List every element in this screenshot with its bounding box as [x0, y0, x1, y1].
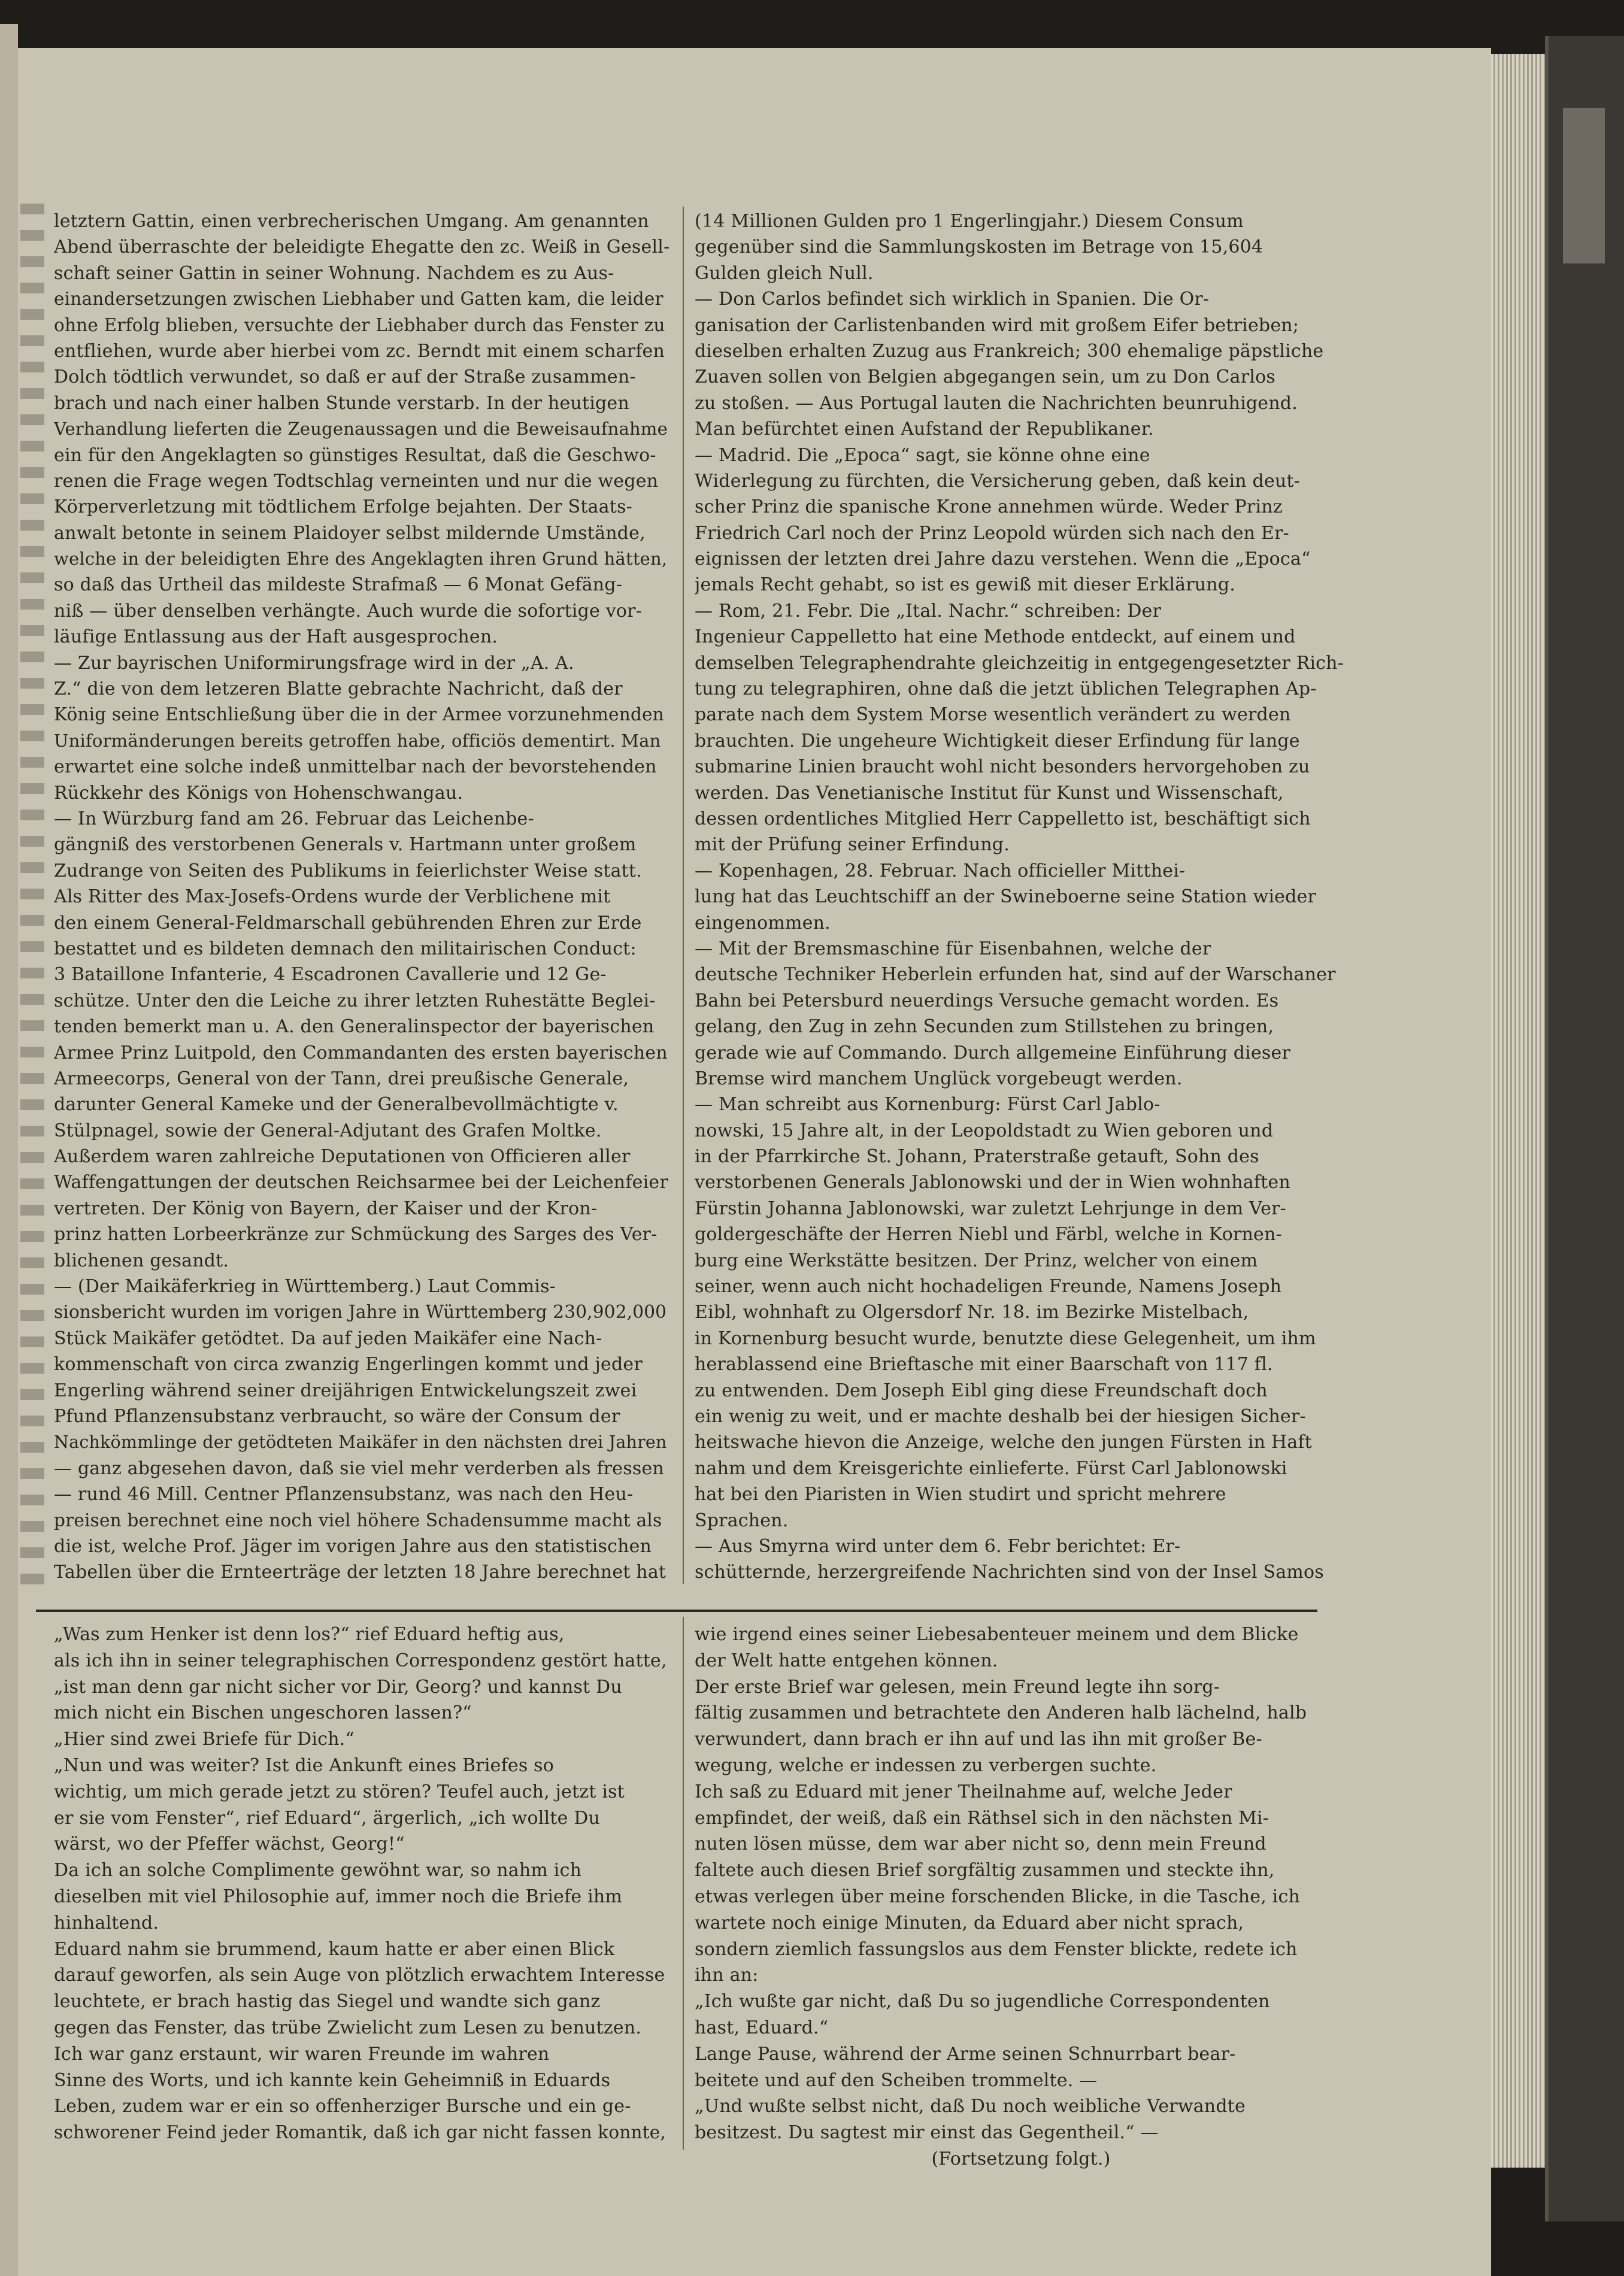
text-line: — Mit der Bremsmaschine für Eisenbahnen, welche der: [695, 938, 1211, 959]
text-line: — Rom, 21. Febr. Die „Ital. Nachr.“ schreiben: Der: [695, 600, 1162, 622]
feuilleton-right-column: [695, 1622, 1347, 2172]
text-line: Sinne des Worts, und ich kannte kein Geheimniß in Eduards: [54, 2069, 611, 2091]
text-line: heitswache hievon die Anzeige, welche den jungen Fürsten in Haft: [695, 1432, 1312, 1453]
adjacent-page-text: [20, 204, 44, 1593]
text-line: als ich ihn in seiner telegraphischen Correspondenz gestört hatte,: [54, 1650, 667, 1671]
text-line: mich nicht ein Bischen ungeschoren lassen?“: [54, 1702, 472, 1724]
text-line: den einem General-Feldmarschall gebührenden Ehren zur Erde: [54, 912, 642, 934]
text-line: Nachkömmlinge der getödteten Maikäfer in den nächsten drei Jahren: [54, 1432, 667, 1453]
text-line: mit der Prüfung seiner Erfindung.: [695, 834, 1010, 856]
text-line: — Madrid. Die „Epoca“ sagt, sie könne ohne eine: [695, 444, 1150, 466]
text-line: hast, Eduard.“: [695, 2017, 829, 2038]
text-line: Außerdem waren zahlreiche Deputationen von Officieren aller: [54, 1146, 631, 1168]
text-line: Stück Maikäfer getödtet. Da auf jeden Maikäfer eine Nach-: [54, 1328, 602, 1349]
text-line: dieselben erhalten Zuzug aus Frankreich; 300 ehemalige päpstliche: [695, 340, 1324, 362]
text-line: Eduard nahm sie brummend, kaum hatte er aber einen Blick: [54, 1938, 615, 1960]
text-line: Zuaven sollen von Belgien abgegangen sein, um zu Don Carlos: [695, 366, 1275, 388]
text-line: Man befürchtet einen Aufstand der Republikaner.: [695, 419, 1154, 440]
text-line: demselben Telegraphendrahte gleichzeitig in entgegengesetzter Rich-: [695, 652, 1344, 674]
text-line: einandersetzungen zwischen Liebhaber und Gatten kam, die leider: [54, 289, 663, 310]
left-page-edge: [0, 24, 18, 2276]
text-line: eingenommen.: [695, 912, 831, 934]
text-line: nowski, 15 Jahre alt, in der Leopoldstadt zu Wien geboren und: [695, 1120, 1274, 1141]
text-line: Abend überraschte der beleidigte Ehegatte den zc. Weiß in Gesell-: [54, 237, 670, 258]
text-line: nuten lösen müsse, dem war aber nicht so, denn mein Freund: [695, 1833, 1267, 1855]
text-line: empfindet, der weiß, daß ein Räthsel sich in den nächsten Mi-: [695, 1807, 1269, 1829]
text-line: läufige Entlassung aus der Haft ausgesprochen.: [54, 626, 498, 648]
text-line: anwalt betonte in seinem Plaidoyer selbst mildernde Umstände,: [54, 522, 646, 544]
text-line: ohne Erfolg blieben, versuchte der Liebhaber durch das Fenster zu: [54, 314, 665, 335]
text-line: burg eine Werkstätte besitzen. Der Prinz, welcher von einem: [695, 1250, 1258, 1271]
text-line: darunter General Kameke und der Generalbevollmächtigte v.: [54, 1094, 619, 1116]
text-line: leuchtete, er brach hastig das Siegel und wandte sich ganz: [54, 1991, 601, 2013]
text-line: Ich war ganz erstaunt, wir waren Freunde im wahren: [54, 2043, 550, 2065]
text-line: Friedrich Carl noch der Prinz Leopold würden sich nach den Er-: [695, 522, 1289, 544]
news-left-column: [54, 208, 671, 1586]
page-stack-edge: [1491, 54, 1545, 2168]
text-line: die ist, welche Prof. Jäger im vorigen Jahre aus den statistischen: [54, 1535, 652, 1557]
text-line: König seine Entschließung über die in der Armee vorzunehmenden: [54, 704, 664, 725]
text-line: 3 Bataillone Infanterie, 4 Escadronen Cavallerie und 12 Ge-: [54, 964, 607, 986]
text-line: tenden bemerkt man u. A. den Generalinspector der bayerischen: [54, 1016, 655, 1038]
column-divider: [683, 207, 684, 1584]
text-line: in Kornenburg besucht wurde, benutzte diese Gelegenheit, um ihm: [695, 1328, 1316, 1349]
text-line: gelang, den Zug in zehn Secunden zum Stillstehen zu bringen,: [695, 1016, 1274, 1038]
text-line: seiner, wenn auch nicht hochadeligen Freunde, Namens Joseph: [695, 1276, 1282, 1298]
text-line: ein wenig zu weit, und er machte deshalb bei der hiesigen Sicher-: [695, 1405, 1306, 1427]
text-line: Bahn bei Petersburd neuerdings Versuche gemacht worden. Es: [695, 990, 1279, 1011]
text-line: Leben, zudem war er ein so offenherziger Bursche und ein ge-: [54, 2096, 631, 2117]
text-line: deutsche Techniker Heberlein erfunden hat, sind auf der Warschaner: [695, 964, 1336, 986]
text-line: „Ich wußte gar nicht, daß Du so jugendliche Correspondenten: [695, 1991, 1270, 2013]
text-line: Körperverletzung mit tödtlichem Erfolge bejahten. Der Staats-: [54, 496, 633, 518]
text-line: hinhaltend.: [54, 1912, 159, 1933]
text-line: sondern ziemlich fassungslos aus dem Fenster blickte, redete ich: [695, 1938, 1298, 1960]
text-line: Waffengattungen der deutschen Reichsarmee bei der Leichenfeier: [54, 1172, 668, 1193]
text-line: nahm und dem Kreisgerichte einlieferte. Fürst Carl Jablonowski: [695, 1457, 1287, 1479]
text-line: gerade wie auf Commando. Durch allgemeine Einführung dieser: [695, 1042, 1290, 1063]
text-line: Der erste Brief war gelesen, mein Freund legte ihn sorg-: [695, 1676, 1220, 1698]
text-line: Fürstin Johanna Jablonowski, war zuletzt Lehrjunge in dem Ver-: [695, 1198, 1286, 1219]
text-line: herablassend eine Brieftasche mit einer Baarschaft von 117 fl.: [695, 1354, 1273, 1375]
text-line: Pfund Pflanzensubstanz verbraucht, so wäre der Consum der: [54, 1405, 620, 1427]
text-line: ganisation der Carlistenbanden wird mit großem Eifer betrieben;: [695, 314, 1299, 336]
book-cover: [1545, 36, 1624, 2222]
text-line: gegen das Fenster, das trübe Zwielicht zum Lesen zu benutzen.: [54, 2017, 642, 2038]
text-line: — (Der Maikäferkrieg in Württemberg.) Laut Commis-: [54, 1276, 556, 1298]
text-line: Z.“ die von dem letzeren Blatte gebrachte Nachricht, daß der: [54, 678, 623, 700]
text-line: wegung, welche er indessen zu verbergen suchte.: [695, 1754, 1157, 1776]
text-line: ein für den Angeklagten so günstiges Resultat, daß die Geschwo-: [54, 444, 656, 466]
text-line: Armeecorps, General von der Tann, drei preußische Generale,: [54, 1068, 629, 1089]
news-right-column: [695, 208, 1347, 1586]
text-line: Uniformänderungen bereits getroffen habe, officiös dementirt. Man: [54, 730, 661, 751]
text-line: Verhandlung lieferten die Zeugenaussagen und die Beweisaufnahme: [54, 419, 668, 440]
text-line: in der Pfarrkirche St. Johann, Praterstraße getauft, Sohn des: [695, 1146, 1259, 1168]
text-line: Eibl, wohnhaft zu Olgersdorf Nr. 18. im Bezirke Mistelbach,: [695, 1302, 1249, 1323]
text-line: brach und nach einer halben Stunde verstarb. In der heutigen: [54, 392, 629, 414]
text-line: wie irgend eines seiner Liebesabenteuer meinem und dem Blicke: [695, 1624, 1299, 1645]
text-line: „ist man denn gar nicht sicher vor Dir, Georg? und kannst Du: [54, 1676, 622, 1698]
text-line: — In Würzburg fand am 26. Februar das Leichenbe-: [54, 808, 534, 829]
text-line: wärst, wo der Pfeffer wächst, Georg!“: [54, 1833, 405, 1855]
text-line: werden. Das Venetianische Institut für Kunst und Wissenschaft,: [695, 782, 1284, 804]
text-line: erwartet eine solche indeß unmittelbar nach der bevorstehenden: [54, 756, 657, 778]
text-line: Ich saß zu Eduard mit jener Theilnahme auf, welche Jeder: [695, 1781, 1232, 1802]
spine-label: [1563, 108, 1605, 263]
text-line: goldergeschäfte der Herren Niebl und Färbl, welche in Kornen-: [695, 1224, 1282, 1245]
text-line: verstorbenen Generals Jablonowski und der in Wien wohnhaften: [695, 1172, 1290, 1193]
text-line: gegenüber sind die Sammlungskosten im Betrage von 15,604: [695, 237, 1264, 258]
text-line: Stülpnagel, sowie der General-Adjutant des Grafen Moltke.: [54, 1120, 602, 1141]
text-line: Dolch tödtlich verwundet, so daß er auf der Straße zusammen-: [54, 366, 636, 388]
text-line: wartete noch einige Minuten, da Eduard aber nicht sprach,: [695, 1912, 1244, 1933]
feuilleton-left-column: [54, 1622, 671, 2146]
text-line: Als Ritter des Max-Josefs-Ordens wurde der Verblichene mit: [54, 886, 611, 908]
text-line: schütze. Unter den die Leiche zu ihrer letzten Ruhestätte Beglei-: [54, 990, 656, 1011]
text-line: hat bei den Piaristen in Wien studirt und spricht mehrere: [695, 1484, 1226, 1505]
text-line: Widerlegung zu fürchten, die Versicherung geben, daß kein deut-: [695, 470, 1301, 492]
text-line: Rückkehr des Königs von Hohenschwangau.: [54, 782, 463, 804]
text-line: verwundert, dann brach er ihn auf und las ihn mit großer Be-: [695, 1729, 1262, 1750]
text-line: faltete auch diesen Brief sorgfältig zusammen und steckte ihn,: [695, 1860, 1275, 1881]
text-line: beitete und auf den Scheiben trommelte. —: [695, 2069, 1098, 2091]
text-line: der Welt hatte entgehen können.: [695, 1650, 998, 1671]
text-line: schaft seiner Gattin in seiner Wohnung. Nachdem es zu Aus-: [54, 262, 614, 284]
text-line: schworener Feind jeder Romantik, daß ich gar nicht fassen konnte,: [54, 2122, 666, 2143]
text-line: Zudrange von Seiten des Publikums in feierlichster Weise statt.: [54, 860, 642, 881]
text-line: „Hier sind zwei Briefe für Dich.“: [54, 1729, 355, 1750]
text-line: — Zur bayrischen Uniformirungsfrage wird in der „A. A.: [54, 652, 574, 674]
text-line: — Man schreibt aus Kornenburg: Fürst Carl Jablo-: [695, 1094, 1161, 1116]
text-line: tung zu telegraphiren, ohne daß die jetzt üblichen Telegraphen Ap-: [695, 678, 1317, 700]
text-line: parate nach dem System Morse wesentlich verändert zu werden: [695, 704, 1291, 726]
text-line: scher Prinz die spanische Krone annehmen würde. Weder Prinz: [695, 496, 1283, 518]
text-line: niß — über denselben verhängte. Auch wurde die sofortige vor-: [54, 600, 643, 622]
text-line: kommenschaft von circa zwanzig Engerlingen kommt und jeder: [54, 1354, 643, 1375]
text-line: Tabellen über die Ernteerträge der letzten 18 Jahre berechnet hat: [54, 1562, 666, 1583]
text-line: schütternde, herzergreifende Nachrichten sind von der Insel Samos: [695, 1562, 1324, 1583]
text-line: Lange Pause, während der Arme seinen Schnurrbart bear-: [695, 2043, 1236, 2065]
text-line: brauchten. Die ungeheure Wichtigkeit dieser Erfindung für lange: [695, 730, 1300, 751]
text-line: Ingenieur Cappelletto hat eine Methode entdeckt, auf einem und: [695, 626, 1296, 648]
text-line: (Fortsetzung folgt.): [931, 2148, 1111, 2169]
text-line: vertreten. Der König von Bayern, der Kaiser und der Kron-: [54, 1198, 598, 1219]
text-line: so daß das Urtheil das mildeste Strafmaß — 6 Monat Gefäng-: [54, 574, 623, 596]
text-line: er sie vom Fenster“, rief Eduard“, ärgerlich, „ich wollte Du: [54, 1807, 601, 1829]
text-line: darauf geworfen, als sein Auge von plötzlich erwachtem Interesse: [54, 1965, 665, 1986]
text-line: ihn an:: [695, 1965, 759, 1986]
text-line: welche in der beleidigten Ehre des Angeklagten ihren Grund hätten,: [54, 548, 668, 569]
text-line: „Und wußte selbst nicht, daß Du noch weibliche Verwandte: [695, 2096, 1246, 2117]
text-line: — Don Carlos befindet sich wirklich in Spanien. Die Or-: [695, 289, 1210, 310]
text-line: „Was zum Henker ist denn los?“ rief Eduard heftig aus,: [54, 1624, 565, 1645]
text-line: dieselben mit viel Philosophie auf, immer noch die Briefe ihm: [54, 1886, 623, 1907]
text-line: Gulden gleich Null.: [695, 262, 874, 284]
text-line: zu entwenden. Dem Joseph Eibl ging diese Freundschaft doch: [695, 1380, 1268, 1401]
text-line: renen die Frage wegen Todtschlag verneinten und nur die wegen: [54, 470, 659, 492]
text-line: blichenen gesandt.: [54, 1250, 229, 1271]
text-line: bestattet und es bildeten demnach den militairischen Conduct:: [54, 938, 637, 959]
text-line: Bremse wird manchem Unglück vorgebeugt werden.: [695, 1068, 1183, 1089]
text-line: Engerling während seiner dreijährigen Entwickelungszeit zwei: [54, 1380, 637, 1401]
text-line: (14 Millionen Gulden pro 1 Engerlingjahr.) Diesem Consum: [695, 211, 1244, 232]
text-line: preisen berechnet eine noch viel höhere Schadensumme macht als: [54, 1510, 662, 1531]
text-line: besitzest. Du sagtest mir einst das Gegentheil.“ —: [695, 2122, 1159, 2144]
text-line: submarine Linien braucht wohl nicht besonders hervorgehoben zu: [695, 756, 1310, 778]
text-line: Da ich an solche Complimente gewöhnt war, so nahm ich: [54, 1860, 582, 1881]
text-line: wichtig, um mich gerade jetzt zu stören? Teufel auch, jetzt ist: [54, 1781, 625, 1802]
text-line: — Aus Smyrna wird unter dem 6. Febr berichtet: Er-: [695, 1535, 1181, 1557]
text-line: jemals Recht gehabt, so ist es gewiß mit dieser Erklärung.: [695, 574, 1235, 596]
text-line: gängniß des verstorbenen Generals v. Hartmann unter großem: [54, 834, 637, 856]
text-line: etwas verlegen über meine forschenden Blicke, in die Tasche, ich: [695, 1886, 1301, 1907]
text-line: sionsbericht wurden im vorigen Jahre in Württemberg 230,902,000: [54, 1302, 667, 1323]
text-line: — Kopenhagen, 28. Februar. Nach officieller Mitthei-: [695, 860, 1186, 881]
text-line: fältig zusammen und betrachtete den Anderen halb lächelnd, halb: [695, 1702, 1307, 1724]
text-line: Sprachen.: [695, 1510, 789, 1531]
column-divider-feuilleton: [683, 1617, 684, 2150]
text-line: — rund 46 Mill. Centner Pflanzensubstanz, was nach den Heu-: [54, 1484, 634, 1505]
text-line: „Nun und was weiter? Ist die Ankunft eines Briefes so: [54, 1754, 555, 1776]
text-line: — ganz abgesehen davon, daß sie viel mehr verderben als fressen: [54, 1457, 664, 1479]
feuilleton-separator-rule: [36, 1610, 1317, 1612]
text-line: dessen ordentliches Mitglied Herr Cappelletto ist, beschäftigt sich: [695, 808, 1311, 829]
text-line: prinz hatten Lorbeerkränze zur Schmückung des Sarges des Ver-: [54, 1224, 658, 1245]
text-line: eignissen der letzten drei Jahre dazu verstehen. Wenn die „Epoca“: [695, 548, 1311, 570]
text-line: Armee Prinz Luitpold, den Commandanten des ersten bayerischen: [54, 1042, 668, 1063]
text-line: entfliehen, wurde aber hierbei vom zc. Berndt mit einem scharfen: [54, 340, 665, 362]
text-line: zu stoßen. — Aus Portugal lauten die Nachrichten beunruhigend.: [695, 392, 1298, 414]
text-line: lung hat das Leuchtschiff an der Swineboerne seine Station wieder: [695, 886, 1317, 908]
text-line: letztern Gattin, einen verbrecherischen Umgang. Am genannten: [54, 211, 649, 232]
